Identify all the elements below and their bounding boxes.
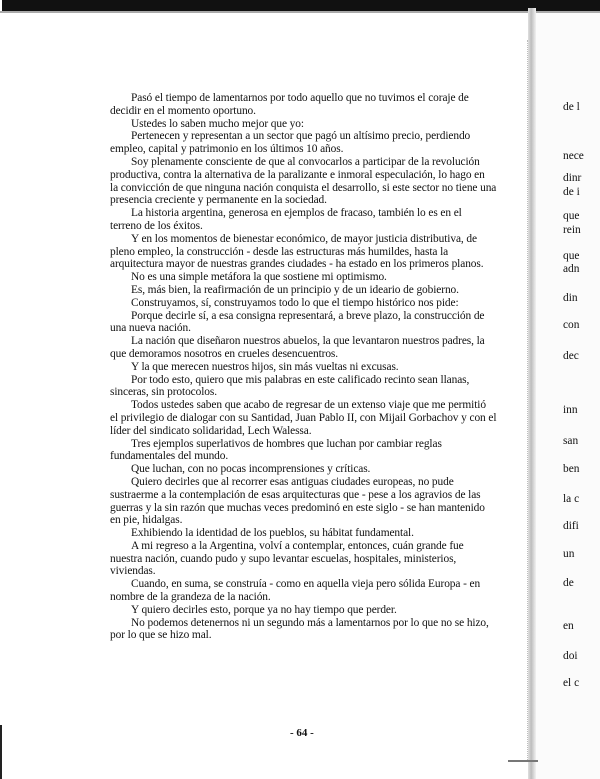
facing-page-fragment: de l <box>563 101 580 113</box>
text-line: presencia creciente y permanente en la sociedad. <box>110 194 327 207</box>
scan-dotted-edge <box>527 40 528 760</box>
facing-page-fragment: que <box>563 250 580 262</box>
text-line: arquitectura mayor de nuestras grandes ciudades - ha estado en los primeros planos. <box>110 258 484 271</box>
text-line: nuestra nación, cuando pudo y supo levantar escuelas, hospitales, ministerios, <box>110 552 457 565</box>
text-line: Pertenecen y representan a un sector que pagó un altísimo precio, perdiendo <box>131 130 471 143</box>
scan-bottom-mark <box>508 760 538 762</box>
facing-page-fragment: difi <box>563 520 579 532</box>
text-line: pleno empleo, la construcción - desde las estructuras más humildes, hasta la <box>110 245 449 258</box>
page-number: - 64 - <box>290 727 314 739</box>
facing-page-fragment: adn <box>563 263 580 275</box>
text-line: decidir en el momento oportuno. <box>110 104 256 117</box>
text-line: La historia argentina, generosa en ejemplos de fracaso, también lo es en el <box>131 207 462 220</box>
text-line: Porque decirle sí, a esa consigna representará, a breve plazo, la construcción de <box>131 309 485 322</box>
text-line: en pie, hidalgas. <box>110 514 183 527</box>
text-line: líder del sindicato solidaridad, Lech Walessa. <box>110 424 312 437</box>
text-line: viviendas. <box>110 565 156 578</box>
text-line: guerras y la sin razón que muchas veces predominó en este siglo - se han mantenido <box>110 501 485 514</box>
document-body <box>110 92 506 642</box>
text-line: Pasó el tiempo de lamentarnos por todo aquello que no tuvimos el coraje de <box>131 92 469 104</box>
facing-page <box>536 13 600 779</box>
text-line: nombre de la grandeza de la nación. <box>110 591 271 604</box>
text-line: sinceras, sin protocolos. <box>110 386 217 399</box>
text-line: que demoramos nosotros en crueles desencuentros. <box>110 347 339 360</box>
facing-page-fragment: nece <box>563 150 584 162</box>
facing-page-fragment: ben <box>563 463 580 475</box>
facing-page-fragment: dinr <box>563 172 582 184</box>
facing-page-fragment: con <box>563 319 580 331</box>
text-line: por lo que se hizo mal. <box>110 629 212 642</box>
text-line: Por todo esto, quiero que mis palabras en este calificado recinto sean llanas, <box>131 373 470 386</box>
text-line: Y quiero decirles esto, porque ya no hay tiempo que perder. <box>131 603 397 616</box>
text-line: Soy plenamente consciente de que al convocarlos a participar de la revolución <box>131 155 480 168</box>
text-line: Todos ustedes saben que acabo de regresar de un extenso viaje que me permitió <box>131 399 486 412</box>
text-line: No es una simple metáfora la que sostiene mi optimismo. <box>131 271 387 284</box>
text-line: Y en los momentos de bienestar económico, de mayor justicia distributiva, de <box>131 232 477 245</box>
text-line: Y la que merecen nuestros hijos, sin más vueltas ni excusas. <box>131 360 399 373</box>
facing-page-fragment: la c <box>563 493 580 505</box>
facing-page-fragment: el c <box>563 677 580 689</box>
scan-corner-mark <box>0 725 12 779</box>
text-line: Que luchan, con no pocas incomprensiones y críticas. <box>131 463 371 476</box>
text-line: Construyamos, sí, construyamos todo lo que el tiempo histórico nos pide: <box>131 296 459 309</box>
text-line: Es, más bien, la reafirmación de un principio y de un ideario de gobierno. <box>131 283 459 296</box>
text-line: Cuando, en suma, se construía - como en aquella vieja pero sólida Europa - en <box>131 578 481 591</box>
text-line: No podemos detenernos ni un segundo más a lamentarnos por lo que no se hizo, <box>131 616 489 629</box>
text-line: Exhibiendo la identidad de los pueblos, su hábitat fundamental. <box>131 527 414 540</box>
facing-page-fragment: que <box>563 210 580 222</box>
facing-page-fragment: san <box>563 435 579 447</box>
book-gutter-shadow <box>528 8 536 779</box>
facing-page-fragment: rein <box>563 224 581 236</box>
facing-page-fragment: de <box>563 577 574 589</box>
facing-page-fragment: doi <box>563 650 578 662</box>
text-line: fundamentales del mundo. <box>110 450 229 463</box>
text-line: A mi regreso a la Argentina, volví a contemplar, entonces, cuán grande fue <box>131 539 464 552</box>
text-line: una nueva nación. <box>110 322 191 335</box>
text-line: terreno de los éxitos. <box>110 219 203 232</box>
scan-top-border <box>2 0 600 11</box>
facing-page-fragment: dec <box>563 350 579 362</box>
facing-page-fragment: din <box>563 292 578 304</box>
facing-page-fragment: en <box>563 620 574 632</box>
text-line: sustraerme a la contemplación de esas arquitecturas que - pese a los agravios de las <box>110 488 481 501</box>
facing-page-fragment: un <box>563 548 575 560</box>
text-line: empleo, capital y patrimonio en los últimos 10 años. <box>110 143 344 156</box>
scan-top-border-shadow <box>0 11 600 13</box>
text-line: la convicción de que ninguna nación conquista el desarrollo, si este sector no tiene una <box>110 181 497 194</box>
text-line: La nación que diseñaron nuestros abuelos, la que levantaron nuestros padres, la <box>131 335 485 348</box>
text-line: productiva, contra la alternativa de la paralizante e inmoral especulación, lo hago en <box>110 168 485 181</box>
facing-page-fragment: inn <box>563 404 578 416</box>
text-line: Tres ejemplos superlativos de hombres que luchan por cambiar reglas <box>131 437 442 450</box>
text-line: el privilegio de dialogar con su Santidad, Juan Pablo II, con Mijail Gorbachov y con el <box>110 411 497 424</box>
facing-page-fragment: de i <box>563 186 580 198</box>
text-line: Ustedes lo saben mucho mejor que yo: <box>131 117 304 130</box>
text-line: Quiero decirles que al recorrer esas antiguas ciudades europeas, no pude <box>131 475 454 488</box>
